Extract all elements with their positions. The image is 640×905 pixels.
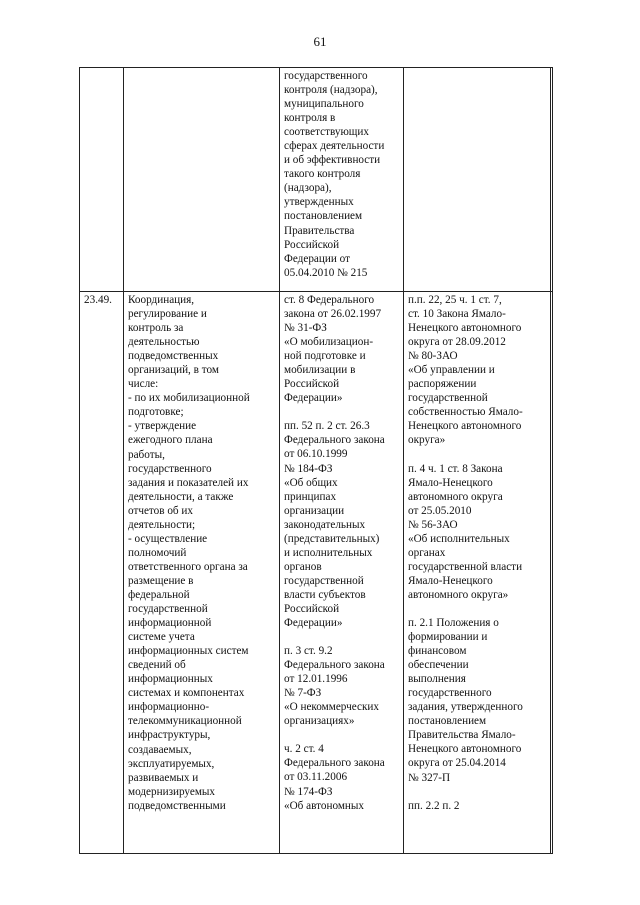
text-line: размещение в	[128, 574, 194, 587]
text-line: округа от 28.09.2012	[408, 336, 506, 349]
text-line: постановлением	[408, 715, 487, 728]
text-line: государственного	[408, 687, 492, 700]
text-line: информационных	[128, 673, 213, 686]
text-line: № 174-ФЗ	[284, 785, 333, 798]
text-line: подведомственных	[128, 350, 219, 363]
text-line: от 06.10.1999	[284, 448, 348, 461]
text-line: контроля в	[284, 112, 336, 125]
blank-line	[284, 630, 400, 644]
blank-line	[284, 728, 400, 742]
text-line: ответственного органа за	[128, 560, 248, 573]
text-line: финансовом	[408, 645, 467, 658]
text-line: № 184-ФЗ	[284, 462, 333, 475]
text-line: власти субъектов	[284, 588, 366, 601]
text-line: задания и показателей их	[128, 476, 249, 489]
text-line: Федерального закона	[284, 757, 385, 770]
text-line: Федерации»	[284, 392, 343, 405]
text-line: Координация,	[128, 294, 195, 306]
text-line: Федерального закона	[284, 434, 385, 447]
text-line: работы,	[128, 448, 165, 461]
text-line: телекоммуникационной	[128, 715, 242, 728]
text-line: выполнения	[408, 673, 466, 686]
text-line: автономного округа»	[408, 588, 509, 601]
text-line: № 56-ЗАО	[408, 518, 458, 531]
regulation-table	[79, 67, 553, 854]
text-line: ч. 2 ст. 4	[284, 743, 324, 756]
text-line: государственного	[284, 70, 368, 82]
text-line: - осуществление	[128, 532, 208, 545]
text-line: Федерального закона	[284, 659, 385, 672]
cell-regional-basis	[404, 292, 551, 854]
cell-note-empty	[551, 292, 553, 854]
text-line: Правительства Ямало-	[408, 729, 516, 742]
text-line: № 327-П	[408, 771, 451, 784]
text-line: ежегодного плана	[128, 434, 213, 447]
text-line: № 31-ФЗ	[284, 322, 327, 335]
text-line: пп. 52 п. 2 ст. 26.3	[284, 420, 370, 433]
text-line: государственной	[128, 603, 208, 616]
text-line: Ненецкого автономного	[408, 420, 522, 433]
text-line: п. 2.1 Положения о	[408, 616, 499, 629]
text-line: ной подготовке и	[284, 350, 366, 363]
text-line: эксплуатируемых,	[128, 757, 215, 770]
text-line: «Об исполнительных	[408, 532, 510, 545]
text-line: государственной	[408, 392, 488, 405]
text-line: «Об общих	[284, 476, 338, 489]
text-line: «Об управлении и	[408, 364, 495, 377]
text-line: Федерации»	[284, 617, 343, 630]
text-line: создаваемых,	[128, 743, 192, 756]
cell-function-description	[124, 292, 280, 854]
text-line: утвержденных	[284, 196, 354, 209]
text-line: округа от 25.04.2014	[408, 757, 506, 770]
table-row-continued	[80, 68, 553, 292]
text-line: Федерации от	[284, 252, 350, 265]
text-line: пп. 2.2 п. 2	[408, 799, 460, 812]
text-line: Ненецкого автономного	[408, 743, 522, 756]
text-line: системе учета	[128, 631, 195, 644]
text-line: числе:	[128, 378, 159, 391]
text-line: информационной	[128, 617, 212, 630]
text-line: № 80-ЗАО	[408, 350, 458, 363]
text-line: округа»	[408, 434, 446, 447]
text-line: закона от 26.02.1997	[284, 308, 382, 321]
text-line: модернизируемых	[128, 785, 216, 798]
text-line: Ненецкого автономного	[408, 322, 522, 335]
text-line: деятельности, а также	[128, 490, 234, 503]
text-line: федеральной	[128, 588, 190, 601]
text-line: органах	[408, 546, 446, 559]
cell-note-empty	[551, 68, 553, 292]
page-number: 61	[313, 34, 327, 49]
text-line: Ямало-Ненецкого	[408, 574, 493, 587]
text-line: и об эффективности	[284, 154, 381, 167]
text-line: соответствующих	[284, 126, 370, 139]
text-line: отчетов об их	[128, 504, 194, 517]
text-line: от 12.01.1996	[284, 673, 348, 686]
text-line: Российской	[284, 238, 340, 251]
text-line: собственностью Ямало-	[408, 406, 523, 419]
text-line: п. 4 ч. 1 ст. 8 Закона	[408, 462, 503, 475]
blank-line	[408, 602, 547, 616]
text-line: - по их мобилизационной	[128, 392, 250, 405]
cell-regional-basis-empty	[404, 68, 551, 292]
cell-federal-basis	[280, 68, 404, 292]
text-line: «О некоммерческих	[284, 701, 379, 714]
text-line: государственного	[128, 462, 212, 475]
blank-line	[408, 448, 547, 462]
text-line: подготовке;	[128, 406, 184, 419]
text-line: Российской	[284, 602, 340, 615]
text-line: законодательных	[284, 518, 366, 531]
text-line: 05.04.2010 № 215	[284, 266, 368, 279]
text-line: ст. 10 Закона Ямало-	[408, 308, 506, 321]
text-line: Правительства	[284, 224, 355, 237]
text-line: формировании и	[408, 631, 488, 644]
text-line: полномочий	[128, 546, 187, 559]
text-line: такого контроля	[284, 168, 361, 181]
text-line: мобилизации в	[284, 364, 356, 377]
text-line: системах и компонентах	[128, 687, 245, 700]
text-line: принципах	[284, 490, 337, 503]
text-line: «О мобилизацион-	[284, 336, 374, 349]
text-line: информационных систем	[128, 645, 249, 658]
text-line: обеспечении	[408, 659, 469, 672]
text-line: и исполнительных	[284, 546, 373, 559]
text-line: № 7-ФЗ	[284, 687, 322, 700]
text-line: задания, утвержденного	[408, 701, 523, 714]
text-line: развиваемых и	[128, 771, 199, 784]
text-line: муниципального	[284, 98, 364, 111]
text-line: (надзора),	[284, 182, 332, 195]
text-line: автономного округа	[408, 490, 503, 503]
text-line: от 03.11.2006	[284, 771, 348, 784]
text-line: информационно-	[128, 701, 210, 714]
text-line: инфраструктуры,	[128, 729, 211, 742]
text-line: контроль за	[128, 322, 184, 335]
text-line: деятельности;	[128, 518, 196, 531]
text-line: ст. 8 Федерального	[284, 294, 375, 306]
cell-description-empty	[124, 68, 280, 292]
text-line: от 25.05.2010	[408, 504, 472, 517]
text-line: распоряжении	[408, 378, 477, 391]
text-line: - утверждение	[128, 420, 197, 433]
text-line: деятельностью	[128, 336, 200, 349]
text-line: организациях»	[284, 715, 355, 728]
text-line: (представительных)	[284, 532, 380, 545]
text-line: регулирование и	[128, 308, 207, 321]
text-line: государственной власти	[408, 560, 523, 573]
text-line: сферах деятельности	[284, 140, 385, 153]
text-line: п. 3 ст. 9.2	[284, 645, 333, 658]
blank-line	[408, 785, 547, 799]
text-line: организаций, в том	[128, 364, 219, 377]
blank-line	[284, 405, 400, 419]
text-line: подведомственными	[128, 799, 226, 812]
cell-federal-basis	[280, 292, 404, 854]
text-line: государственной	[284, 574, 364, 587]
text-line: контроля (надзора),	[284, 84, 378, 97]
text-line: сведений об	[128, 659, 186, 672]
text-line: органов	[284, 560, 322, 573]
table-row-23-49	[80, 292, 553, 854]
text-line: п.п. 22, 25 ч. 1 ст. 7,	[408, 294, 502, 306]
cell-number-empty	[80, 68, 124, 292]
cell-item-number: 23.49.	[80, 292, 124, 854]
text-line: Российской	[284, 378, 340, 391]
text-line: Ямало-Ненецкого	[408, 476, 493, 489]
text-line: «Об автономных	[284, 799, 365, 812]
text-line: организации	[284, 504, 345, 517]
text-line: постановлением	[284, 210, 363, 223]
